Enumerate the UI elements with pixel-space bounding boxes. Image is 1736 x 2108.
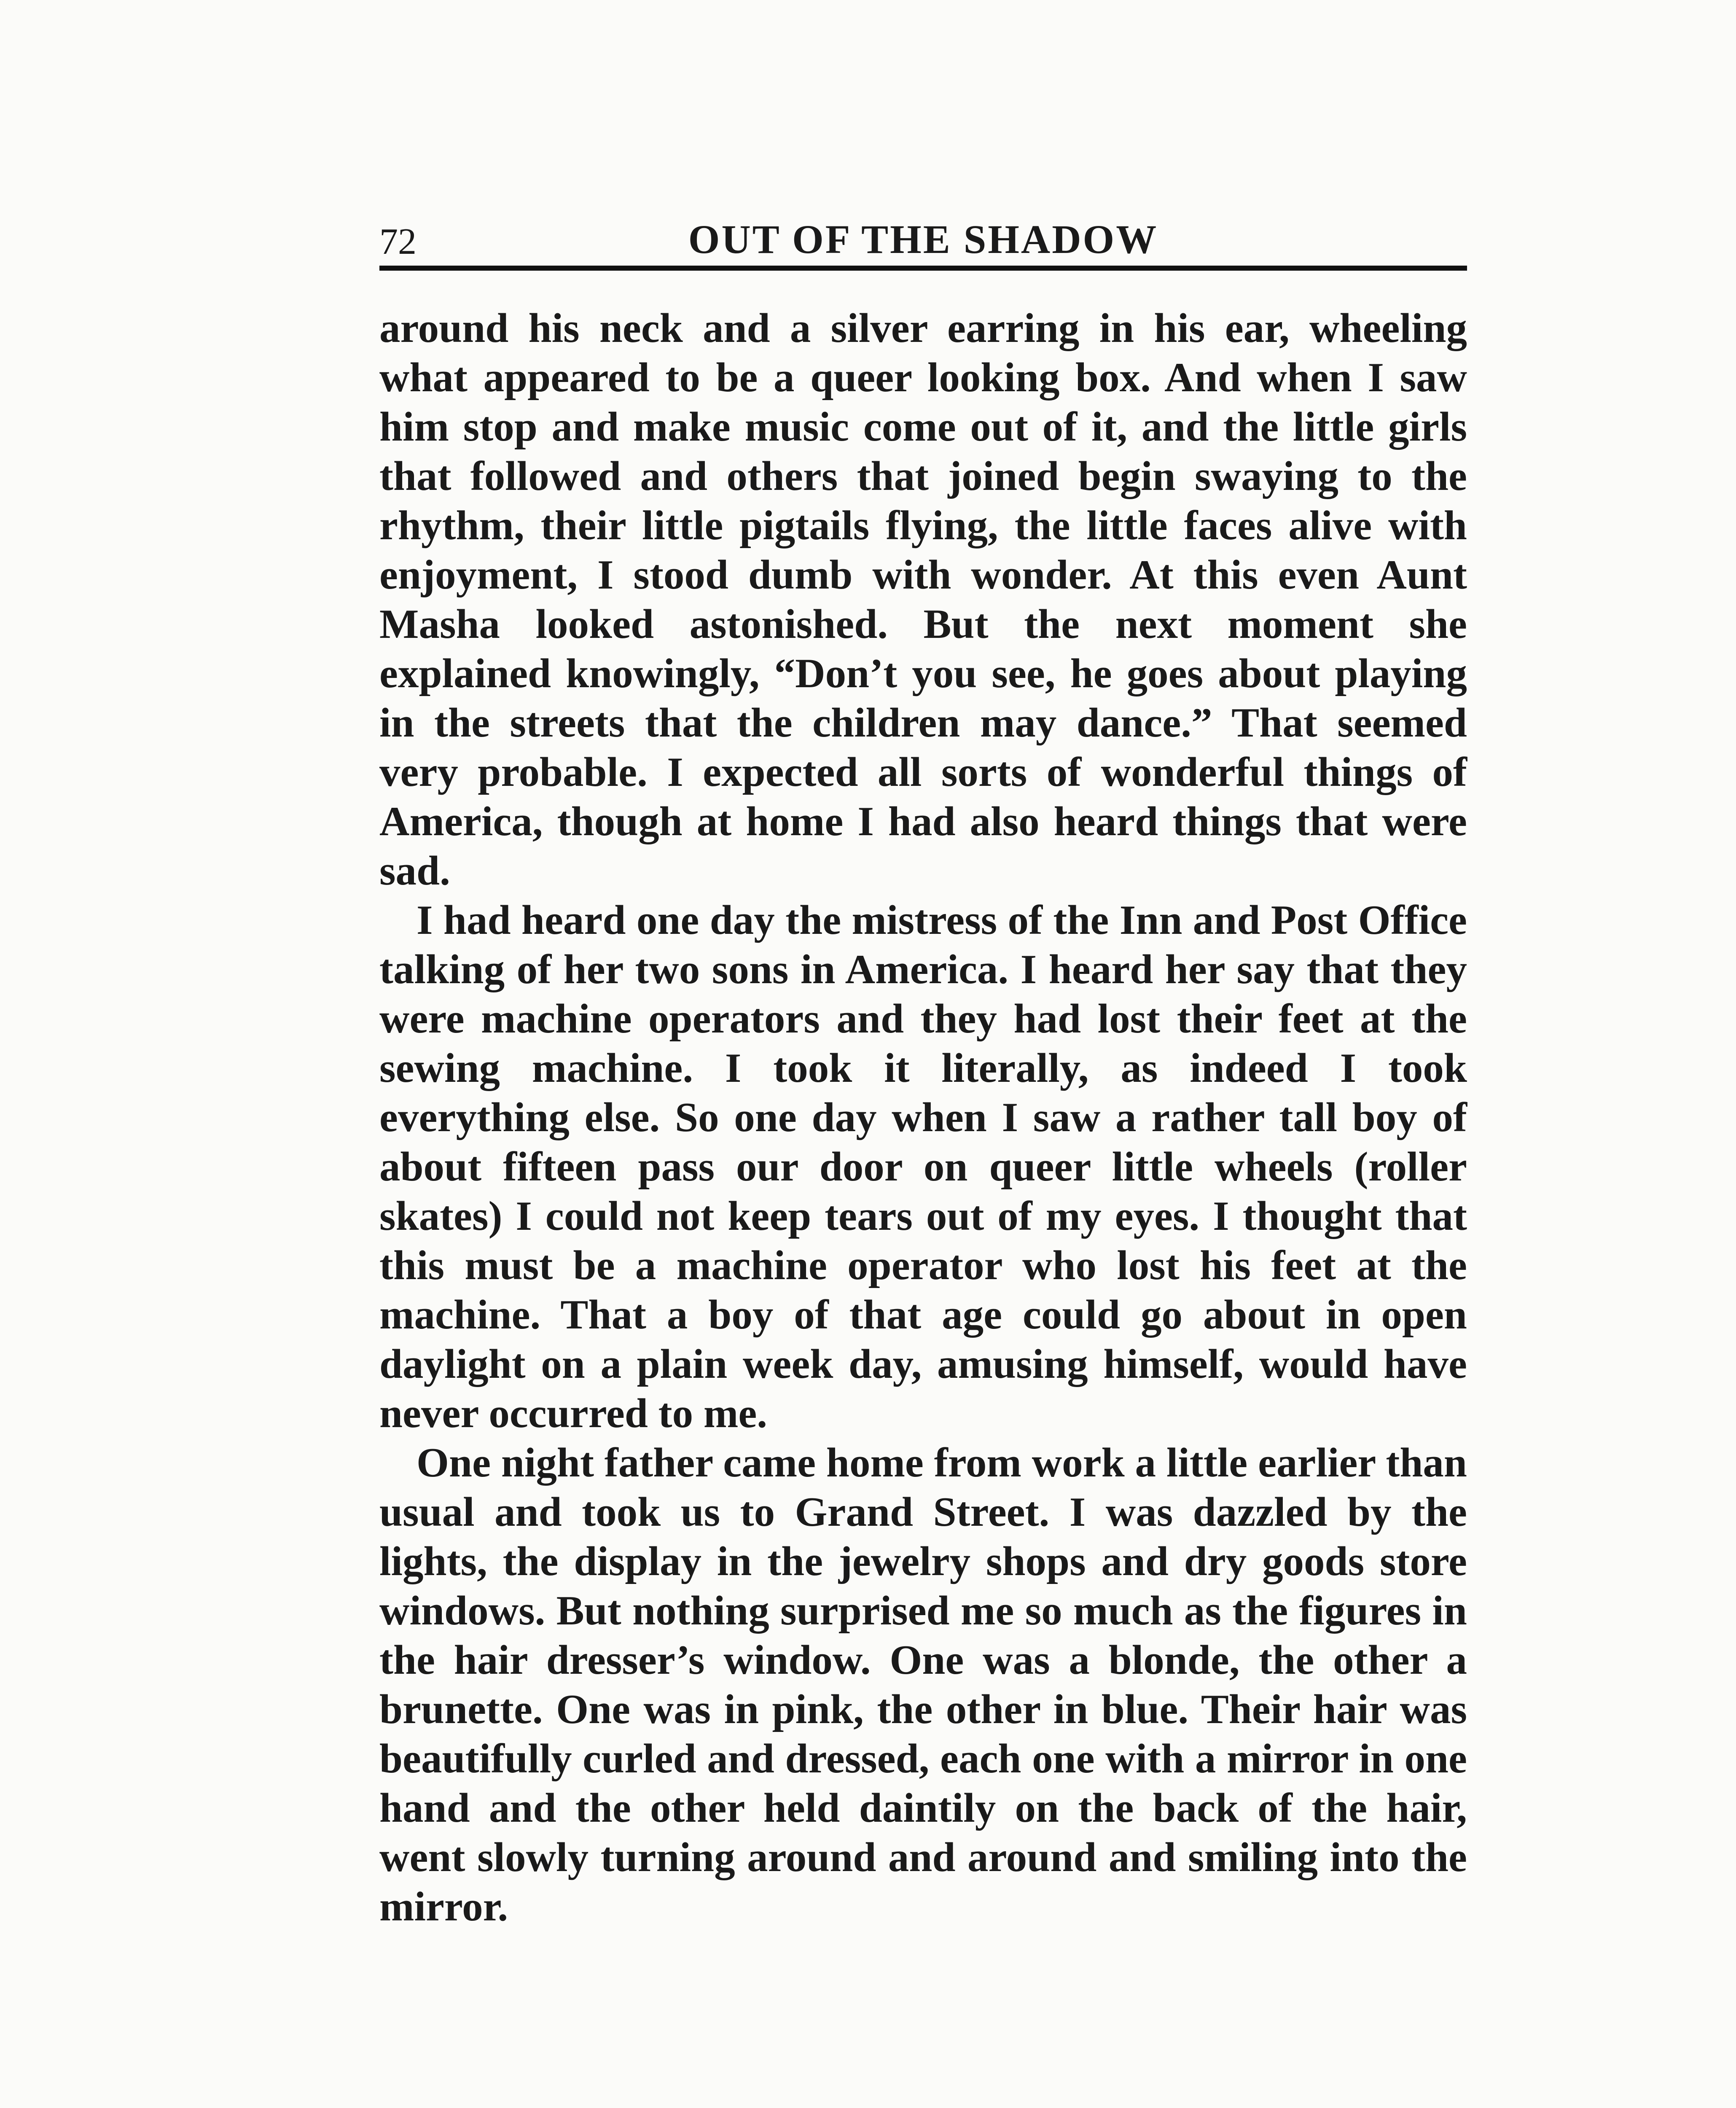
paragraph-1: around his neck and a silver earring in his ear, wheeling what appeared to be a queer looking box. And when I saw him stop and make music come out of it, and the little girls that followed and others that joined begin swaying to the rhythm, their little pigtails flying, the little faces alive with enjoyment, I stood dumb with wonder. At this even Aunt Masha looked astonished. But the next moment she explained knowingly, “Don’t you see, he goes about playing in the streets that the children may dance.” That seemed very probable. I expected all sorts of wonderful things of America, though at home I had also heard things that were sad. xyxy=(379,305,1467,894)
header-rule xyxy=(379,266,1467,271)
paragraph-3: One night father came home from work a little earlier than usual and took us to Grand Street. I was dazzled by the lights, the display in the jewelry shops and dry goods store windows. But nothing surprised me so much as the figures in the hair dresser’s window. One was a blonde, the other a brunette. One was in pink, the other in blue. Their hair was beautifully curled and dressed, each one with a mirror in one hand and the other held daintily on the back of the hair, went slowly turning around and around and smiling into the mirror. xyxy=(379,1440,1467,1930)
page-header xyxy=(379,211,1467,266)
paragraph-2: I had heard one day the mistress of the Inn and Post Office talking of her two sons in America. I heard her say that they were machine operators and they had lost their feet at the sewing machine. I took it literally, as indeed I took everything else. So one day when I saw a rather tall boy of about fifteen pass our door on queer little wheels (roller skates) I could not keep tears out of my eyes. I thought that this must be a machine operator who lost his feet at the machine. That a boy of that age could go about in open daylight on a plain week day, amusing himself, would have never occurred to me. xyxy=(379,897,1467,1436)
page-number: 72 xyxy=(379,221,417,262)
body-text xyxy=(379,304,1467,1931)
running-title: OUT OF THE SHADOW xyxy=(688,217,1158,262)
